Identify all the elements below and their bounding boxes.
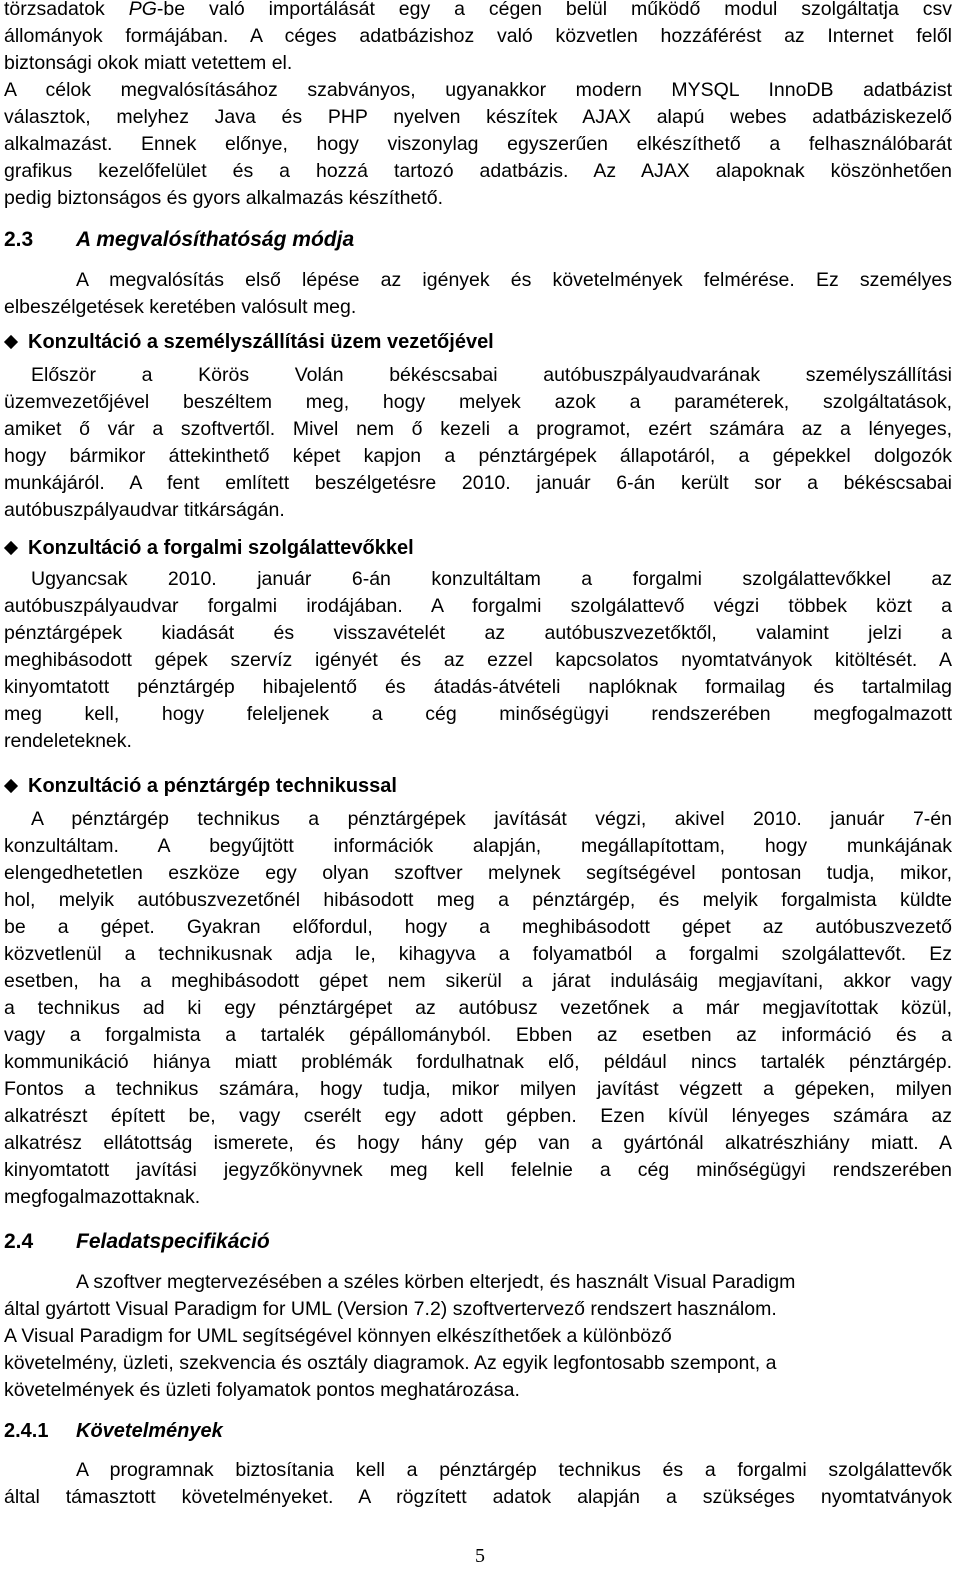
intro-line-4: A célok megvalósításához szabványos, ugyanakkor modern MYSQL InnoDB adatbázist [4, 79, 952, 101]
consult1-line-6: autóbuszpályaudvar titkárságán. [4, 499, 285, 521]
consult2-line-5: kinyomtatott pénztárgép hibajelentő és átadás-átvételi naplóknak formailag és tartalmilag [4, 676, 952, 698]
consult-title: Konzultáció a személyszállítási üzem vezetőjével [28, 331, 494, 353]
consult-title: Konzultáció a pénztárgép technikussal [28, 775, 397, 797]
consult3-line-5: be a gépet. Gyakran előfordul, hogy a meghibásodott gépet az autóbuszvezető [4, 916, 952, 938]
consult3-line-12: alkatrészt épített be, vagy cserélt egy adott gépben. Ezen kívül lényeges számára az [4, 1105, 952, 1127]
section-heading-2-4 [4, 1228, 952, 1256]
consult3-line-14: kinyomtatott javítási jegyzőkönyvnek meg kell felelnie a cég minőségügyi rendszerében [4, 1159, 952, 1181]
section-title: Követelmények [76, 1420, 223, 1442]
consult2-line-1: Ugyancsak 2010. január 6-án konzultáltam a forgalmi szolgálattevőkkel az [31, 568, 952, 590]
consult3-line-15: megfogalmazottaknak. [4, 1186, 201, 1208]
consult-heading-2 [4, 535, 952, 562]
section-number: 2.3 [4, 228, 34, 251]
consult3-line-2: konzultáltam. A begyűjtött információk alapján, megállapítottam, hogy munkájának [4, 835, 952, 857]
consult3-line-7: esetben, ha a meghibásodott gépet nem sikerül a járat indulásáig megjavítani, akkor vagy [4, 970, 952, 992]
consult2-line-7: rendeleteknek. [4, 730, 132, 752]
section-heading-2-3 [4, 226, 952, 254]
consult1-line-5: munkájáról. A fent említett beszélgetésre 2010. január 6-án került sor a békéscsabai [4, 472, 952, 494]
sec24-line-3: A Visual Paradigm for UML segítségével könnyen elkészíthetőek a különböző [4, 1325, 672, 1347]
consult3-line-4: hol, melyik autóbuszvezetőnél hibásodott meg a pénztárgép, és melyik forgalmista küldte [4, 889, 952, 911]
consult-heading-3 [4, 773, 952, 800]
intro-line-5: választok, melyhez Java és PHP nyelven készítek AJAX alapú webes adatbáziskezelő [4, 106, 952, 128]
section-heading-2-4-1 [4, 1417, 952, 1445]
page-number: 5 [475, 1545, 485, 1567]
consult3-line-11: Fontos a technikus számára, hogy tudja, mikor milyen javítást végzett a gépeken, milyen [4, 1078, 952, 1100]
section-title: A megvalósíthatóság módja [76, 228, 355, 251]
section-title: Feladatspecifikáció [76, 1230, 270, 1253]
diamond-bullet-icon [4, 541, 18, 555]
consult3-line-10: kommunikáció hiánya miatt problémák fordulhatnak elő, például nincs tartalék pénztárgép. [4, 1051, 952, 1073]
consult1-line-1: Először a Körös Volán békéscsabai autóbuszpályaudvarának személyszállítási [31, 364, 952, 386]
consult1-line-3: amiket ő vár a szoftvertől. Mivel nem ő kezeli a programot, ezért számára az a lényeges, [4, 418, 952, 440]
consult-title: Konzultáció a forgalmi szolgálattevőkkel [28, 537, 414, 559]
intro-line-8: pedig biztonságos és gyors alkalmazás készíthető. [4, 187, 443, 209]
sec24-line-5: követelmények és üzleti folyamatok pontos meghatározása. [4, 1379, 520, 1401]
consult1-line-4: hogy bármikor áttekinthető képet kapjon a pénztárgépek állapotáról, a gépekkel dolgozók [4, 445, 952, 467]
consult2-line-6: meg kell, hogy feleljenek a cég minőségügyi rendszerében megfogalmazott [4, 703, 952, 725]
sec23-line-2: elbeszélgetések keretében valósult meg. [4, 296, 357, 318]
sec24-line-2: által gyártott Visual Paradigm for UML (Version 7.2) szoftvertervező rendszert használom. [4, 1298, 777, 1320]
intro-line-3: biztonsági okok miatt vetettem el. [4, 52, 293, 74]
intro-line-6: alkalmazást. Ennek előnye, hogy viszonylag egyszerűen elkészíthető a felhasználóbarát [4, 133, 952, 155]
consult3-line-1: A pénztárgép technikus a pénztárgépek javítását végzi, akivel 2010. január 7-én [31, 808, 952, 830]
consult2-line-4: meghibásodott gépek szervíz igényét és az ezzel kapcsolatos nyomtatványok kitöltését. A [4, 649, 952, 671]
consult2-line-2: autóbuszpályaudvar forgalmi irodájában. A forgalmi szolgálattevő végzi többek közt a [4, 595, 952, 617]
consult3-line-6: közvetlenül a technikusnak adja le, kihagyva a folyamatból a forgalmi szolgálattevőt. Ez [4, 943, 952, 965]
sec23-line-1: A megvalósítás első lépése az igények és követelmények felmérése. Ez személyes [76, 269, 952, 291]
diamond-bullet-icon [4, 779, 18, 793]
consult-heading-1 [4, 329, 952, 356]
sec24-line-4: követelmény, üzleti, szekvencia és osztály diagramok. Az egyik legfontosabb szempont, a [4, 1352, 777, 1374]
section-number: 2.4.1 [4, 1420, 49, 1442]
sec24-line-1: A szoftver megtervezésében a széles körben elterjedt, és használt Visual Paradigm [76, 1271, 796, 1293]
consult1-line-2: üzemvezetőjével beszéltem meg, hogy melyek azok a paraméterek, szolgáltatások, [4, 391, 952, 413]
intro-line-7: grafikus kezelőfelület és a hozzá tartozó adatbázis. Az AJAX alapoknak köszönhetően [4, 160, 952, 182]
consult3-line-3: elengedhetetlen eszköze egy olyan szoftver melynek segítségével pontosan tudja, mikor, [4, 862, 952, 884]
section-number: 2.4 [4, 1230, 34, 1253]
consult3-line-9: vagy a forgalmista a tartalék gépállományból. Ebben az esetben az információ és a [4, 1024, 952, 1046]
consult2-line-3: pénztárgépek kiadását és visszavételét az autóbuszvezetőktől, valamint jelzi a [4, 622, 952, 644]
sec241-line-2: által támasztott követelményeket. A rögzített adatok alapján a szükséges nyomtatványok [4, 1486, 952, 1508]
diamond-bullet-icon [4, 335, 18, 349]
intro-line-1: törzsadatok PG-be való importálását egy a cégen belül működő modul szolgáltatja csv [4, 0, 952, 20]
consult3-line-13: alkatrész ellátottság ismerete, és hogy hány gép van a gyártónál alkatrészhiány miatt. A [4, 1132, 952, 1154]
consult3-line-8: a technikus ad ki egy pénztárgépet az autóbusz vezetőnek a már megjavítottak közül, [4, 997, 952, 1019]
sec241-line-1: A programnak biztosítania kell a pénztárgép technikus és a forgalmi szolgálattevők [76, 1459, 952, 1481]
intro-line-2: állományok formájában. A céges adatbázishoz való közvetlen hozzáférést az Internet felől [4, 25, 952, 47]
